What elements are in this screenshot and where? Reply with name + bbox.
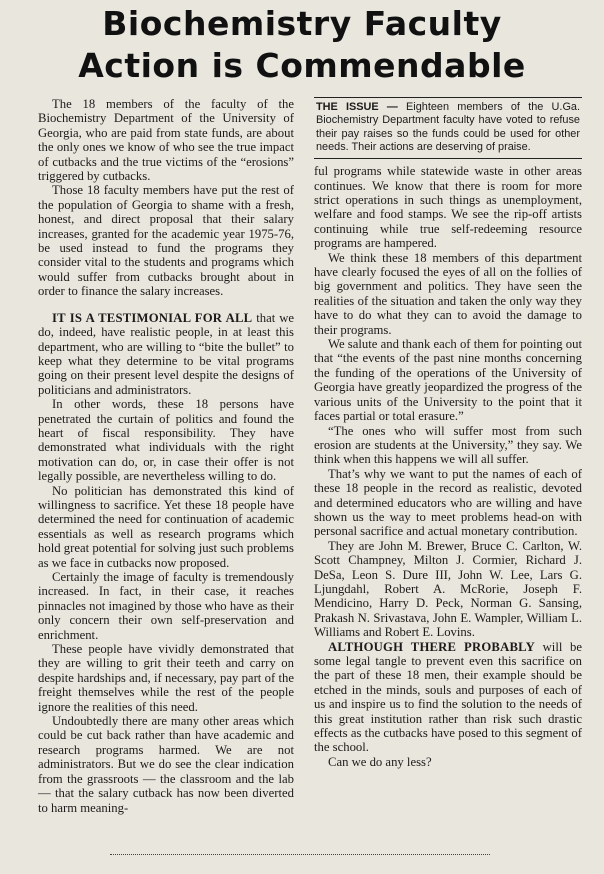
paragraph: Those 18 faculty members have put the rest of the population of Georgia to shame with a fresh, honest, and direct proposal that their salary increases, granted for the academic year 1975-76, be used instead to fund the programs they consider vital to the students and programs which would suffer from cutbacks brought about in order to finance the salary increases. [38,183,294,299]
paragraph: ful programs while statewide waste in other areas continues. We know that there is room for more strict operations in such things as unemployment, welfare and food stamps. We see the rip-off artists continuing while true self-redeeming resource programs are hampered. [314,164,582,251]
paragraph-text: that we do, indeed, have realistic people, in at least this department, who are willing to “bite the bullet” to keep what they determine to be vital programs going on their present level despite the designs of politicians and administrators. [38,310,295,397]
paragraph-text: will be some legal tangle to prevent even this sacrifice on the part of these 18 men, their example should be etched in the minds, souls and purposes of each of us and inspire us to find the solution to the needs of this great institution rather than risk such drastic effects as the cutbacks have posed to this segment of the school. [314,639,582,755]
paragraph: In other words, these 18 persons have penetrated the curtain of politics and found the heart of fiscal responsibility. They have demonstrated what individuals with the right motivation can do, or, in case their offer is not legally possible, are nevertheless willing to do. [38,397,294,484]
issue-box [314,97,582,159]
paragraph: That’s why we want to put the names of each of these 18 people in the record as realistic, devoted and determined educators who are willing and have shown us the way to meet problems head-on with personal sacrifice and actual monetary contribution. [314,466,582,539]
paragraph: We think these 18 members of this department have clearly focused the eyes of all on the follies of big government and politics. They have seen the realities of the situation and taken the only way they have to do what they can to avoid the damage to their programs. [314,250,582,337]
section-lead: IT IS A TESTIMONIAL FOR ALL [52,310,253,325]
paragraph: Certainly the image of faculty is tremendously increased. In fact, in their case, it reaches pinnacles not imagined by those who have as their only concern their own self-preservation and enrichment. [38,570,294,642]
paragraph: Undoubtedly there are many other areas which could be cut back rather than have academic and research programs harmed. We are not administrators. But we do see the clear indication from the grassroots — the classroom and the lab — that the salary cutback has now been diverted to harm meaning- [38,714,294,815]
paragraph: We salute and thank each of them for pointing out that “the events of the past nine months concerning the funding of the operations of the University of Georgia have greatly jeopardized the progress of the various units of the University to the point that it faces partial or total erasure.” [314,337,582,424]
paragraph: They are John M. Brewer, Bruce C. Carlton, W. Scott Champney, Milton J. Cormier, Richard J. DeSa, Leon S. Dure III, John W. Lee, Lars G. Ljungdahl, Robert A. McRorie, Joseph F. Mendicino, Harry D. Peck, Norman G. Sansing, Prakash N. Srivastava, John E. Wampler, William L. Williams and Robert E. Lovins. [314,538,582,640]
paragraph: Can we do any less? [328,754,432,769]
paragraph [38,311,294,397]
headline-line-1: Biochemistry Faculty [102,4,502,43]
paragraph: These people have vividly demonstrated that they are willing to grit their teeth and carry on despite hardships and, if necessary, pay part of the freight themselves while the rest of the people ignore the realities of this need. [38,642,294,714]
headline-line-2: Action is Commendable [78,46,526,85]
issue-text: Eighteen members of the U.Ga. Biochemistry Department faculty have voted to refuse their pay raises so the funds could be used for other needs. Their actions are deserving of praise. [316,101,581,153]
right-column [314,97,582,769]
issue-label: THE ISSUE — [316,101,398,113]
paragraph: “The ones who will suffer most from such erosion are students at the University,” they say. We think when this happens we will all suffer. [314,423,582,467]
section-lead: ALTHOUGH THERE PROBABLY [328,639,535,654]
paragraph: The 18 members of the faculty of the Biochemistry Department of the University of Georgia, who are paid from state funds, are about the only ones we know of who see the true impact of cutbacks and the true victims of the “erosions” triggered by cutbacks. [38,97,294,184]
paragraph: No politician has demonstrated this kind of willingness to sacrifice. Yet these 18 people have determined the need for continuation of academic essentials as well as research programs which hold great potential for solving just such problems as we face in cutbacks now proposed. [38,483,294,570]
left-column [38,97,294,815]
paragraph [314,640,582,755]
dotted-rule [110,854,490,855]
